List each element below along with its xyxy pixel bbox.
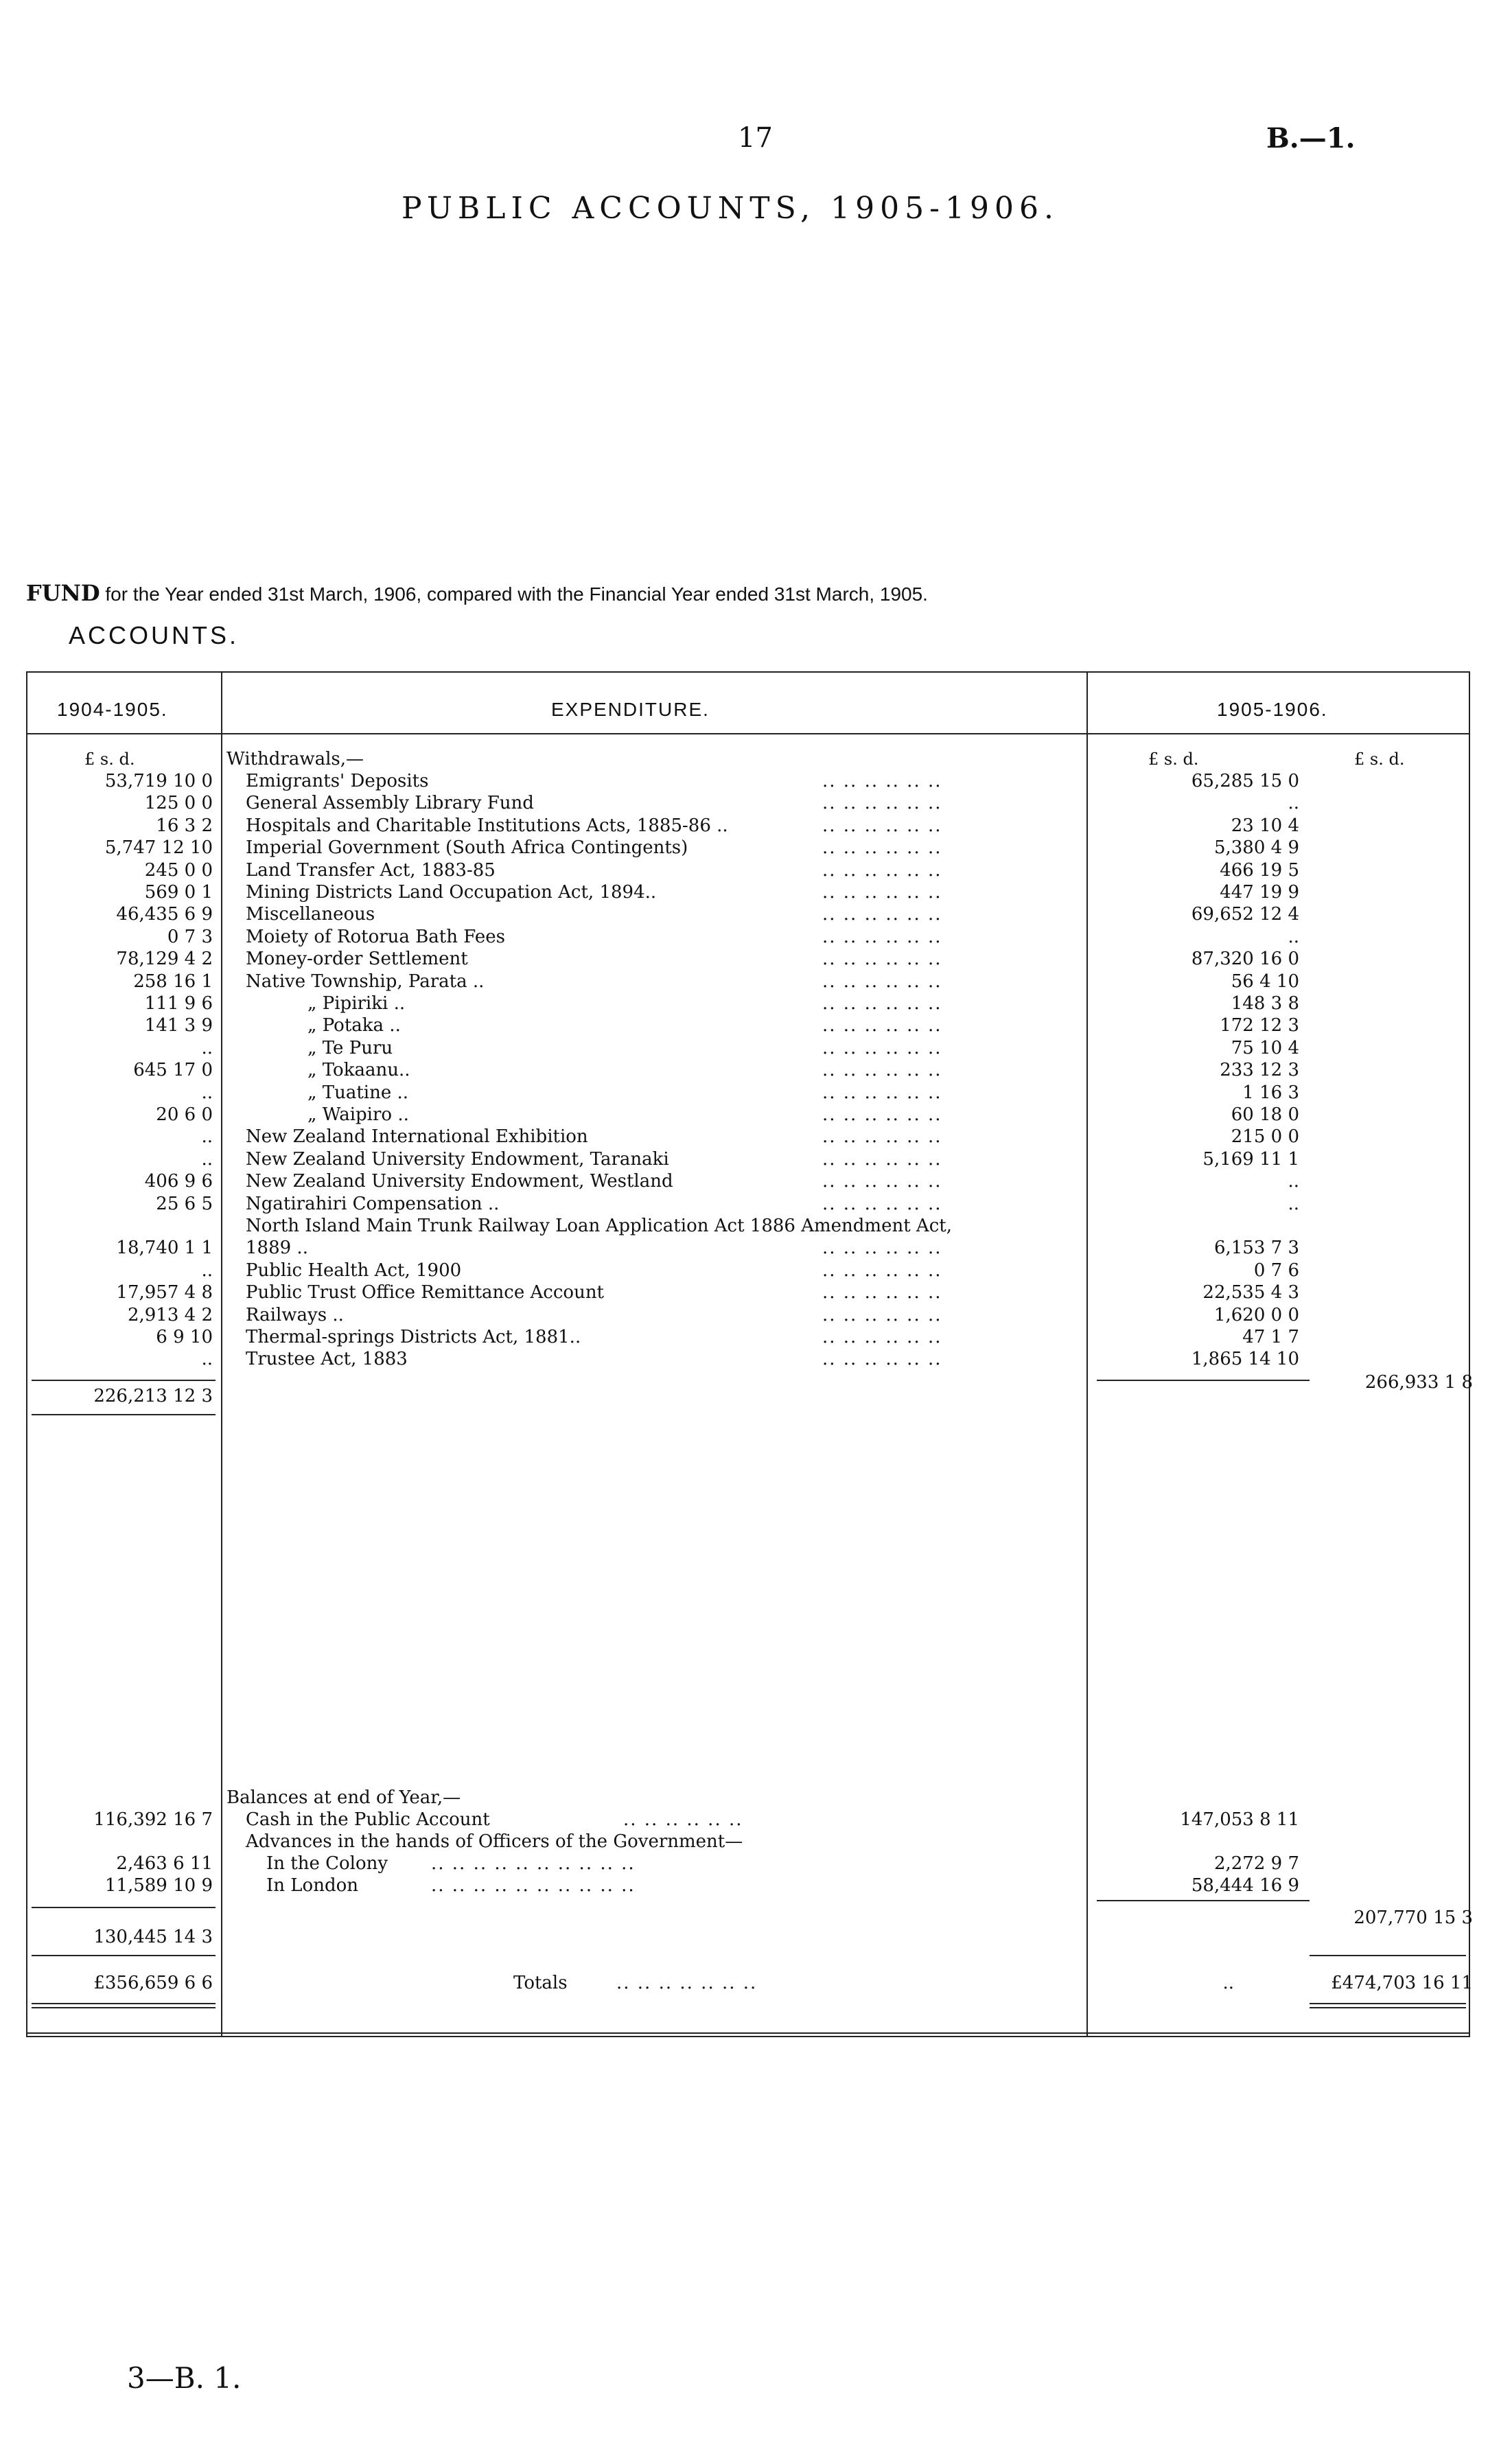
row-curr-amount: 22,535 4 3 <box>1202 1282 1299 1303</box>
accounts-label: ACCOUNTS. <box>69 621 240 649</box>
page-title: PUBLIC ACCOUNTS, 1905-1906. <box>402 191 1059 226</box>
row-curr-amount: 47 1 7 <box>1242 1327 1299 1347</box>
row-prev-amount: 245 0 0 <box>144 859 213 881</box>
row-curr-amount: 5,169 11 1 <box>1202 1148 1299 1170</box>
row-label: Hospitals and Charitable Institutions Acts, 1885-86 .. <box>246 815 728 836</box>
row-curr-amount: 23 10 4 <box>1231 815 1299 836</box>
row-curr-amount: 87,320 16 0 <box>1191 949 1299 970</box>
row-prev-amount: 141 3 9 <box>144 1015 213 1036</box>
row-curr-amount: 233 12 3 <box>1220 1060 1299 1081</box>
row-label: „ Tuatine .. <box>307 1082 409 1103</box>
row-label: „ Pipiriki .. <box>307 993 406 1014</box>
row-prev-amount: 6 9 10 <box>156 1327 213 1347</box>
row-prev-amount: 46,435 6 9 <box>116 904 213 925</box>
row-prev-amount: 111 9 6 <box>144 993 213 1014</box>
header-curr-year: 1905-1906. <box>1217 699 1328 720</box>
row-label: North Island Main Trunk Railway Loan Application Act 1886 Amendment Act, <box>246 1216 952 1236</box>
row-label: Land Transfer Act, 1883-85 <box>246 859 496 881</box>
row-label: Money-order Settlement <box>246 949 468 970</box>
row-curr-amount: .. <box>1288 1193 1299 1214</box>
prev-balance-rule <box>32 1907 216 1908</box>
row-curr-amount: .. <box>1288 926 1299 947</box>
row-leader: .. .. .. .. .. .. <box>822 949 942 970</box>
row-curr-amount: 447 19 9 <box>1220 882 1299 903</box>
row-leader: .. .. .. .. .. .. <box>822 1060 942 1081</box>
row-prev-amount: 25 6 5 <box>156 1193 213 1214</box>
totals-mid: .. <box>1222 1973 1234 1993</box>
row-leader: .. .. .. .. .. .. <box>822 1238 942 1259</box>
totals-prev: £356,659 6 6 <box>93 1973 213 1993</box>
row-curr-amount: 1,620 0 0 <box>1213 1304 1299 1325</box>
row-curr-amount: 148 3 8 <box>1231 993 1299 1014</box>
cash-leader: .. .. .. .. .. .. <box>623 1809 743 1830</box>
row-leader: .. .. .. .. .. .. <box>822 1349 942 1370</box>
row-leader: .. .. .. .. .. .. <box>822 1015 942 1036</box>
prev-total-rule <box>32 1955 216 1956</box>
row-prev-amount: 53,719 10 0 <box>104 771 213 791</box>
row-curr-amount: 69,652 12 4 <box>1191 904 1299 925</box>
row-label: Railways .. <box>246 1304 344 1325</box>
row-curr-amount: 1,865 14 10 <box>1191 1349 1299 1370</box>
colony-leader: .. .. .. .. .. .. .. .. .. .. <box>431 1853 636 1874</box>
withdrawals-total-prev: 226,213 12 3 <box>93 1386 213 1406</box>
row-label: New Zealand International Exhibition <box>246 1126 588 1148</box>
mid-subtotal-rule <box>1097 1380 1310 1381</box>
row-prev-amount: 18,740 1 1 <box>116 1238 213 1259</box>
withdrawals-total-curr: 266,933 1 8 <box>1364 1372 1473 1393</box>
row-label: „ Potaka .. <box>307 1015 401 1036</box>
balances-total-curr: 207,770 15 3 <box>1353 1907 1473 1928</box>
row-leader: .. .. .. .. .. .. <box>822 1327 942 1347</box>
header-expenditure: EXPENDITURE. <box>551 699 710 720</box>
section-withdrawals: Withdrawals,— <box>226 749 364 769</box>
paper-reference: B.—1. <box>1266 122 1356 154</box>
table-bottom-rule-double <box>26 2036 1470 2037</box>
row-leader: .. .. .. .. .. .. <box>822 1126 942 1148</box>
row-label: New Zealand University Endowment, Taranaki <box>246 1148 669 1170</box>
row-prev-amount: .. <box>201 1349 213 1370</box>
prev-total-underline-2 <box>32 2007 216 2008</box>
row-leader: .. .. .. .. .. .. <box>822 1304 942 1325</box>
london-label: In London <box>266 1875 358 1896</box>
prev-subtotal-rule <box>32 1380 216 1381</box>
table-right-rule <box>1469 671 1470 2037</box>
advances-label: Advances in the hands of Officers of the Government— <box>246 1831 743 1852</box>
row-prev-amount: .. <box>201 1148 213 1170</box>
row-prev-amount: 569 0 1 <box>144 882 213 903</box>
london-curr: 58,444 16 9 <box>1191 1875 1299 1896</box>
units-prev: £ s. d. <box>84 750 135 769</box>
row-leader: .. .. .. .. .. .. <box>822 837 942 859</box>
row-leader: .. .. .. .. .. .. <box>822 1148 942 1170</box>
london-leader: .. .. .. .. .. .. .. .. .. .. <box>431 1875 636 1896</box>
row-leader: .. .. .. .. .. .. <box>822 971 942 992</box>
units-mid: £ s. d. <box>1148 750 1199 769</box>
row-label: Native Township, Parata .. <box>246 971 485 992</box>
row-prev-amount: 20 6 0 <box>156 1104 213 1125</box>
table-bottom-rule <box>26 2032 1470 2034</box>
accounts-table <box>26 671 1473 2037</box>
row-prev-amount: 125 0 0 <box>144 793 213 814</box>
row-curr-amount: .. <box>1288 1171 1299 1192</box>
totals-label: Totals <box>513 1973 568 1993</box>
row-prev-amount: .. <box>201 1260 213 1281</box>
row-label: „ Waipiro .. <box>307 1104 409 1125</box>
row-prev-amount: 406 9 6 <box>144 1171 213 1192</box>
row-curr-amount: 215 0 0 <box>1231 1126 1299 1148</box>
footer-signature: 3—B. 1. <box>127 2361 242 2395</box>
row-label: Mining Districts Land Occupation Act, 1894.. <box>246 882 657 903</box>
row-prev-amount: 2,913 4 2 <box>127 1304 213 1325</box>
fund-caption-line <box>26 580 928 606</box>
row-curr-amount: 6,153 7 3 <box>1213 1238 1299 1259</box>
row-leader: .. .. .. .. .. .. <box>822 1193 942 1214</box>
row-label: Imperial Government (South Africa Contingents) <box>246 837 688 859</box>
row-leader: .. .. .. .. .. .. <box>822 1282 942 1303</box>
fund-caption: for the Year ended 31st March, 1906, compared with the Financial Year ended 31st March, 1905. <box>105 583 928 605</box>
row-label: Public Trust Office Remittance Account <box>246 1282 605 1303</box>
row-curr-amount: .. <box>1288 793 1299 814</box>
prev-total-underline <box>32 2003 216 2004</box>
page-number: 17 <box>738 122 773 154</box>
row-prev-amount: 0 7 3 <box>167 926 213 947</box>
row-leader: .. .. .. .. .. .. <box>822 771 942 791</box>
row-curr-amount: 65,285 15 0 <box>1191 771 1299 791</box>
row-leader: .. .. .. .. .. .. <box>822 859 942 881</box>
row-leader: .. .. .. .. .. .. <box>822 993 942 1014</box>
row-curr-amount: 5,380 4 9 <box>1213 837 1299 859</box>
right-total-underline <box>1310 2003 1466 2004</box>
row-label: Emigrants' Deposits <box>246 771 429 791</box>
row-leader: .. .. .. .. .. .. <box>822 793 942 814</box>
row-prev-amount: 645 17 0 <box>133 1060 213 1081</box>
row-label: Thermal-springs Districts Act, 1881.. <box>246 1327 581 1347</box>
colony-curr: 2,272 9 7 <box>1213 1853 1299 1874</box>
row-prev-amount: 17,957 4 8 <box>116 1282 213 1303</box>
row-leader: .. .. .. .. .. .. <box>822 815 942 836</box>
cash-label: Cash in the Public Account <box>246 1809 490 1830</box>
colony-label: In the Colony <box>266 1853 388 1874</box>
row-leader: .. .. .. .. .. .. <box>822 1171 942 1192</box>
row-leader: .. .. .. .. .. .. <box>822 1082 942 1103</box>
totals-curr: £474,703 16 11 <box>1331 1973 1473 1993</box>
row-leader: .. .. .. .. .. .. <box>822 926 942 947</box>
row-prev-amount: 78,129 4 2 <box>116 949 213 970</box>
london-prev: 11,589 10 9 <box>104 1875 213 1896</box>
row-curr-amount: 60 18 0 <box>1231 1104 1299 1125</box>
col-rule-1 <box>221 671 222 2037</box>
header-rule <box>26 733 1470 734</box>
row-label: 1889 .. <box>246 1238 308 1259</box>
row-label: „ Tokaanu.. <box>307 1060 410 1081</box>
prev-subtotal-rule-2 <box>32 1414 216 1415</box>
cash-prev: 116,392 16 7 <box>93 1809 213 1830</box>
cash-curr: 147,053 8 11 <box>1180 1809 1299 1830</box>
row-curr-amount: 75 10 4 <box>1231 1037 1299 1058</box>
row-label: General Assembly Library Fund <box>246 793 534 814</box>
row-curr-amount: 172 12 3 <box>1220 1015 1299 1036</box>
row-prev-amount: 5,747 12 10 <box>104 837 213 859</box>
fund-word: FUND <box>26 580 100 606</box>
row-prev-amount: 258 16 1 <box>133 971 213 992</box>
row-curr-amount: 0 7 6 <box>1253 1260 1299 1281</box>
totals-leader: .. .. .. .. .. .. .. <box>616 1973 758 1993</box>
row-leader: .. .. .. .. .. .. <box>822 1260 942 1281</box>
table-top-rule <box>26 671 1470 673</box>
row-label: New Zealand University Endowment, Westland <box>246 1171 673 1192</box>
row-curr-amount: 1 16 3 <box>1242 1082 1299 1103</box>
units-right: £ s. d. <box>1354 750 1405 769</box>
row-label: Ngatirahiri Compensation .. <box>246 1193 500 1214</box>
balances-total-prev: 130,445 14 3 <box>93 1927 213 1947</box>
header-prev-year: 1904-1905. <box>57 699 168 720</box>
right-total-rule <box>1310 1955 1466 1956</box>
row-leader: .. .. .. .. .. .. <box>822 1104 942 1125</box>
section-balances: Balances at end of Year,— <box>226 1787 461 1808</box>
row-label: Moiety of Rotorua Bath Fees <box>246 926 505 947</box>
row-label: „ Te Puru <box>307 1037 393 1058</box>
row-prev-amount: .. <box>201 1082 213 1103</box>
row-prev-amount: .. <box>201 1037 213 1058</box>
row-label: Miscellaneous <box>246 904 375 925</box>
row-leader: .. .. .. .. .. .. <box>822 1037 942 1058</box>
col-rule-2 <box>1086 671 1088 2037</box>
row-leader: .. .. .. .. .. .. <box>822 904 942 925</box>
colony-prev: 2,463 6 11 <box>116 1853 213 1874</box>
row-curr-amount: 56 4 10 <box>1231 971 1299 992</box>
row-label: Trustee Act, 1883 <box>246 1349 408 1370</box>
row-curr-amount: 466 19 5 <box>1220 859 1299 881</box>
row-prev-amount: 16 3 2 <box>156 815 213 836</box>
row-prev-amount: .. <box>201 1126 213 1148</box>
row-label: Public Health Act, 1900 <box>246 1260 462 1281</box>
mid-balance-rule <box>1097 1900 1310 1901</box>
row-leader: .. .. .. .. .. .. <box>822 882 942 903</box>
right-total-underline-2 <box>1310 2007 1466 2008</box>
